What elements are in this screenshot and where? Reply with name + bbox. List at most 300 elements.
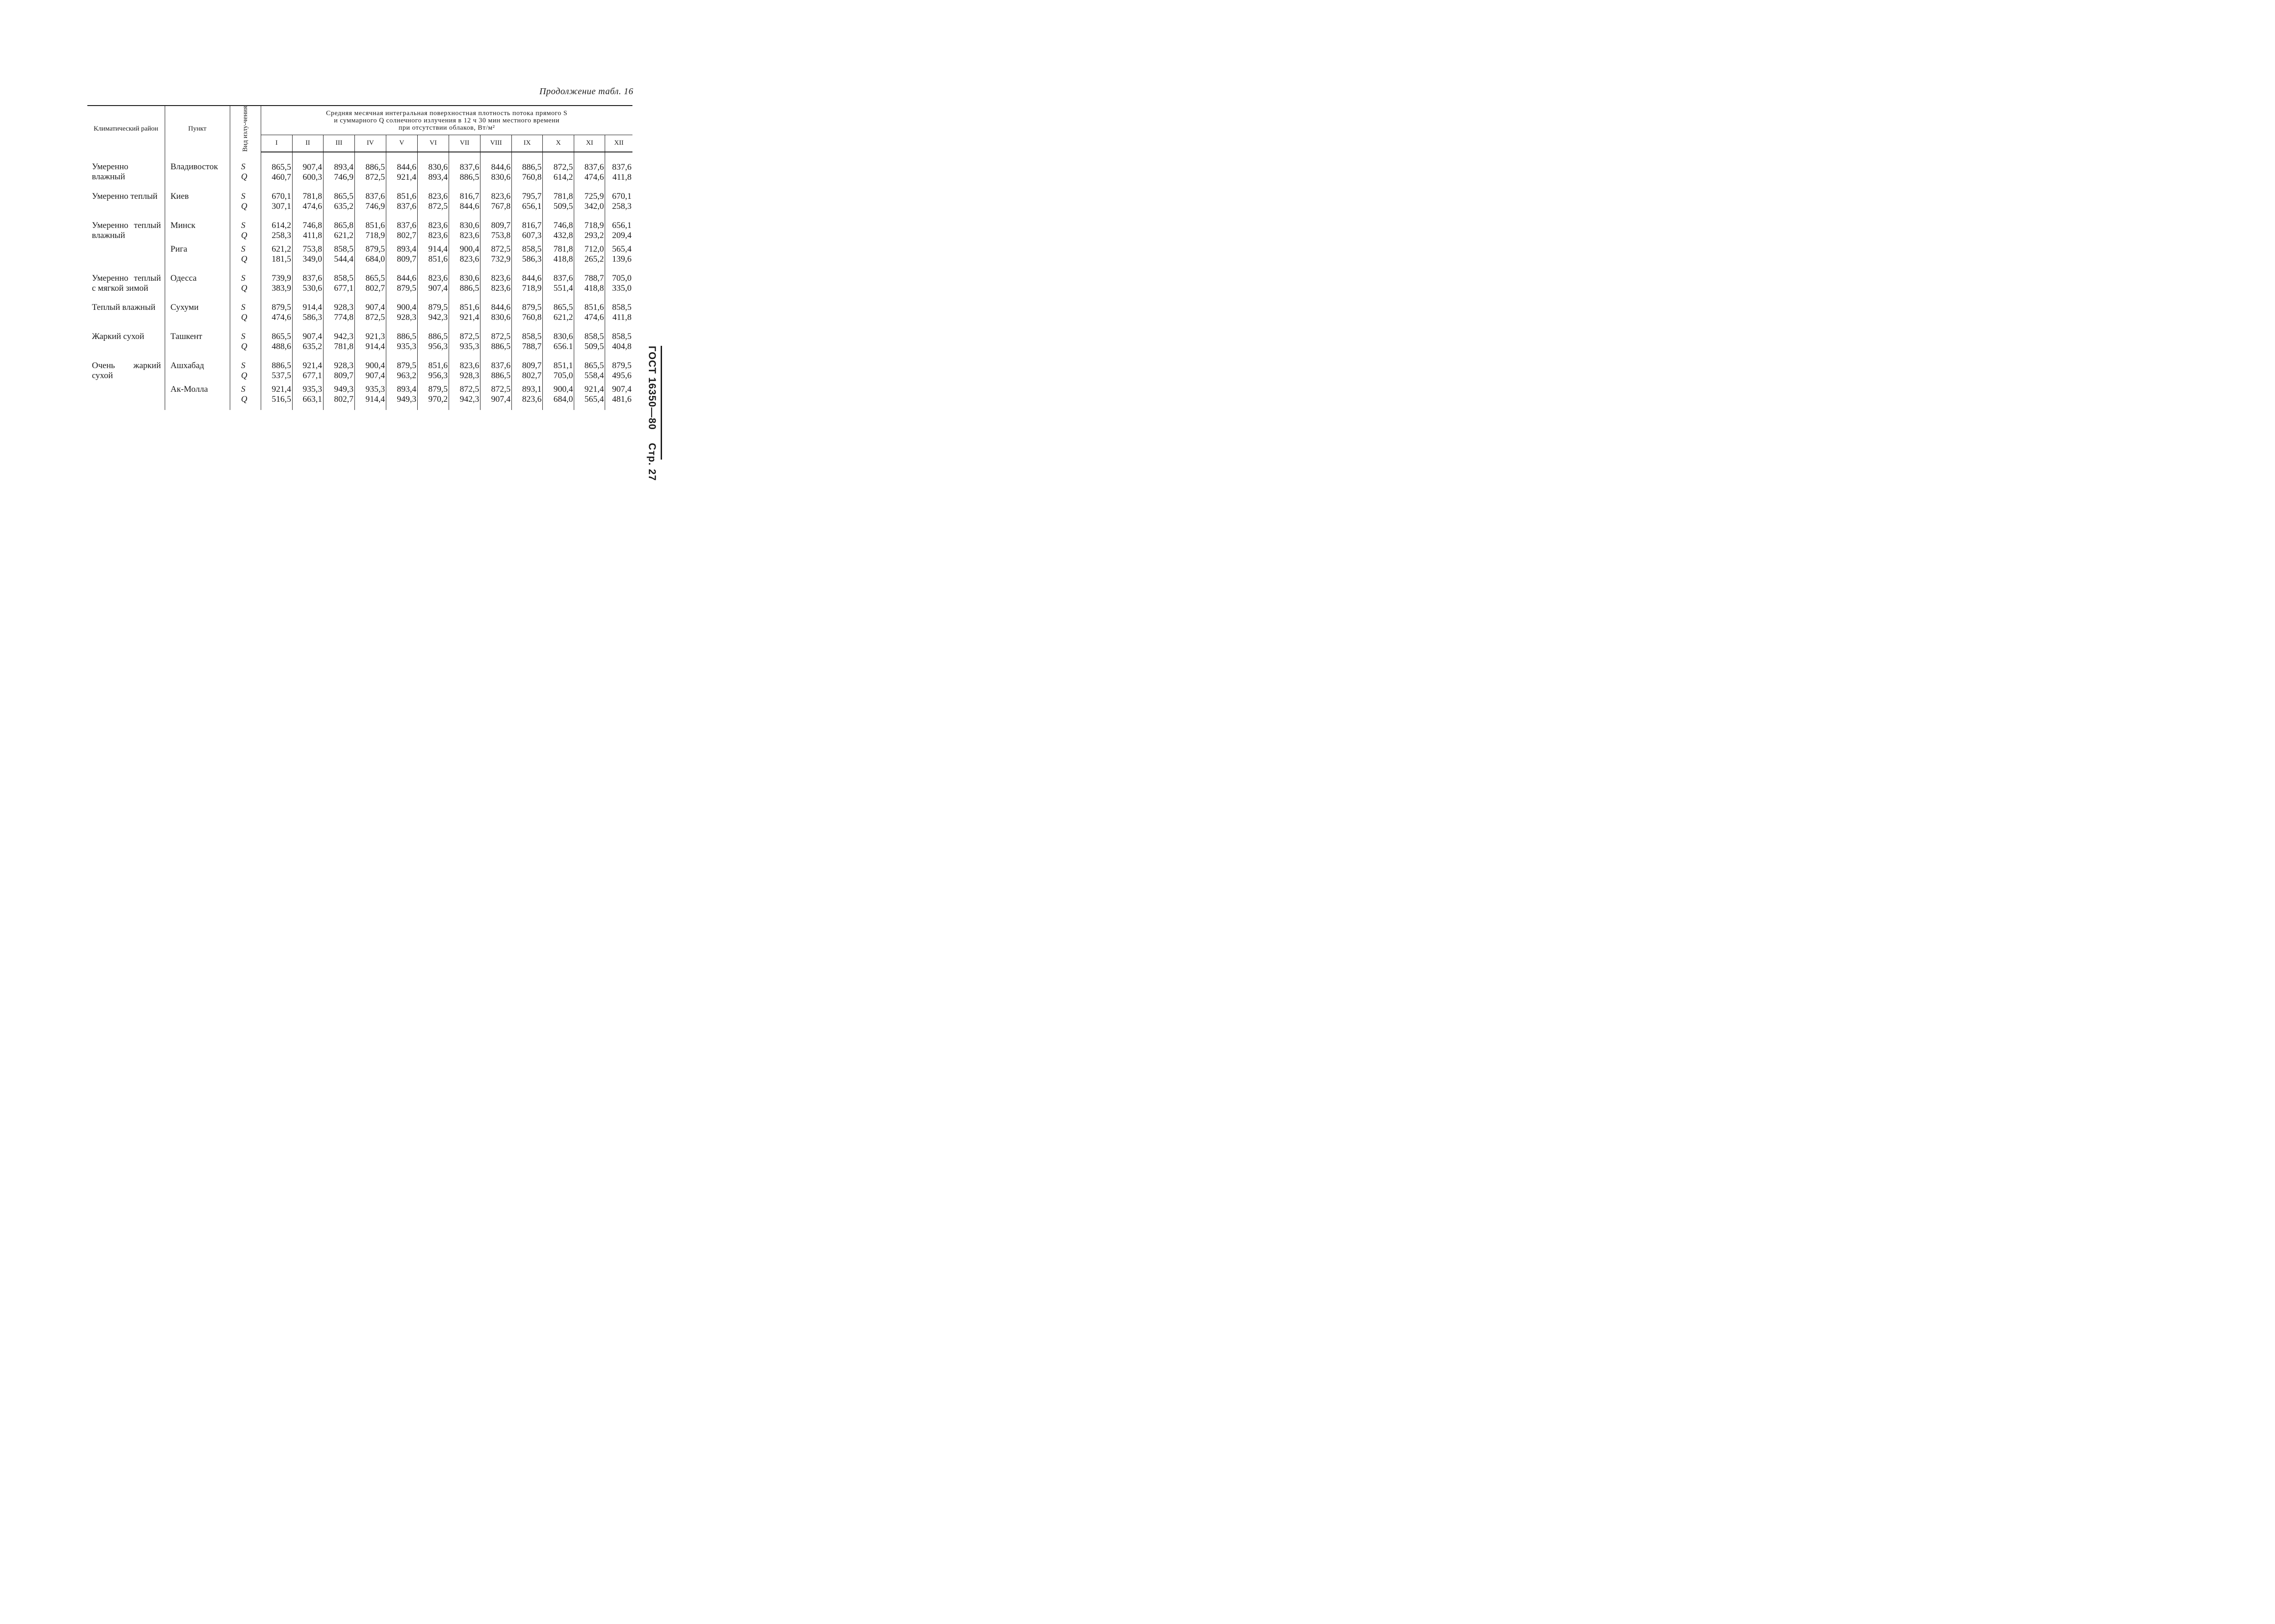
total-value: 886,5 [491, 341, 511, 351]
point-cell: Рига [165, 241, 230, 264]
direct-value: 886,5 [397, 331, 416, 341]
direct-value: 656,1 [612, 220, 632, 230]
month-header: V [386, 135, 417, 152]
direct-value: 746,8 [553, 220, 573, 230]
value-cell [386, 293, 417, 323]
direct-value: 872,5 [460, 384, 480, 394]
month-header: VII [449, 135, 480, 152]
value-cell [543, 293, 574, 323]
direct-value: 837,6 [491, 360, 511, 370]
value-cell [449, 352, 480, 381]
value-cell [449, 323, 480, 352]
direct-value: 858,5 [522, 331, 542, 341]
total-value: 718,9 [365, 230, 385, 240]
value-cell [512, 323, 543, 352]
total-value: 844,6 [460, 201, 480, 211]
direct-value: 851,6 [460, 302, 480, 312]
direct-value: 851,6 [397, 191, 416, 201]
total-value: 474,6 [584, 172, 604, 182]
value-cell [480, 182, 512, 212]
direct-value: 914,4 [428, 244, 448, 254]
total-value: 781,8 [334, 341, 354, 351]
month-header: XII [605, 135, 632, 152]
total-value: 802,7 [365, 283, 385, 293]
direct-value: 823,6 [491, 191, 511, 201]
direct-value: 893,4 [397, 384, 416, 394]
radiation-type-cell [230, 241, 261, 264]
total-value: 656.1 [553, 341, 573, 351]
value-cell [323, 264, 354, 293]
value-cell [292, 212, 323, 241]
value-cell [449, 264, 480, 293]
value-cell [512, 241, 543, 264]
value-cell [512, 182, 543, 212]
value-cell [543, 264, 574, 293]
radiation-type: Q [241, 394, 248, 404]
value-cell [323, 352, 354, 381]
total-value: 607,3 [522, 230, 542, 240]
direct-value: 886,5 [522, 162, 542, 172]
direct-value: 837,6 [584, 162, 604, 172]
point-cell: Ашхабад [165, 352, 230, 381]
value-cell [386, 264, 417, 293]
radiation-type: Q [241, 201, 248, 211]
value-cell [480, 381, 512, 410]
direct-value: 705,0 [612, 273, 632, 283]
value-cell [261, 264, 292, 293]
district-cell [87, 241, 165, 264]
total-value: 921,4 [460, 312, 480, 322]
side-rule [661, 346, 662, 460]
total-value: 802,7 [522, 370, 542, 380]
direct-value: 879,5 [428, 302, 448, 312]
total-value: 921,4 [397, 172, 416, 182]
value-cell [512, 352, 543, 381]
total-value: 914,4 [365, 341, 385, 351]
direct-value: 893,1 [522, 384, 542, 394]
direct-value: 816,7 [460, 191, 480, 201]
direct-value: 816,7 [522, 220, 542, 230]
total-value: 481,6 [612, 394, 632, 404]
table-row [87, 264, 632, 293]
value-cell [292, 152, 323, 182]
value-cell [292, 381, 323, 410]
total-value: 411,8 [303, 230, 322, 240]
value-cell [386, 323, 417, 352]
value-cell [418, 352, 449, 381]
value-cell [418, 381, 449, 410]
total-value: 418,8 [553, 254, 573, 264]
district-cell: Очень жаркий сухой [87, 352, 165, 381]
value-cell [574, 182, 605, 212]
header-span [261, 106, 632, 135]
month-header: III [323, 135, 354, 152]
value-cell [354, 323, 386, 352]
direct-value: 921,3 [365, 331, 385, 341]
radiation-type: Q [241, 283, 248, 293]
direct-value: 886,5 [272, 360, 291, 370]
total-value: 705,0 [553, 370, 573, 380]
direct-value: 921,4 [584, 384, 604, 394]
total-value: 774,8 [334, 312, 354, 322]
total-value: 760,8 [522, 312, 542, 322]
month-header: VIII [480, 135, 512, 152]
direct-value: 921,4 [303, 360, 322, 370]
total-value: 565,4 [584, 394, 604, 404]
direct-value: 879,5 [428, 384, 448, 394]
value-cell [574, 212, 605, 241]
district-cell: Умеренно влажный [87, 152, 165, 182]
header-span-line-2: и суммарного Q солнечного излучения в 12 ч 30 мин местного времени [334, 117, 560, 125]
direct-value: 823,6 [491, 273, 511, 283]
radiation-type-cell [230, 352, 261, 381]
direct-value: 907,4 [365, 302, 385, 312]
direct-value: 621,2 [272, 244, 291, 254]
total-value: 432,8 [553, 230, 573, 240]
total-value: 684,0 [553, 394, 573, 404]
total-value: 718,9 [522, 283, 542, 293]
total-value: 635,2 [303, 341, 322, 351]
value-cell [449, 381, 480, 410]
total-value: 823,6 [460, 230, 480, 240]
value-cell [480, 241, 512, 264]
value-cell [323, 323, 354, 352]
direct-value: 851,6 [428, 360, 448, 370]
radiation-type: S [241, 273, 246, 283]
value-cell [323, 241, 354, 264]
header-radiation-type-label: Вид излу-чения [241, 106, 249, 152]
total-value: 851,6 [428, 254, 448, 264]
month-header: I [261, 135, 292, 152]
direct-value: 858,5 [334, 244, 354, 254]
value-cell [323, 182, 354, 212]
direct-value: 914,4 [303, 302, 322, 312]
value-cell [418, 241, 449, 264]
value-cell [323, 152, 354, 182]
value-cell [354, 381, 386, 410]
value-cell [605, 152, 632, 182]
value-cell [323, 293, 354, 323]
total-value: 970,2 [428, 394, 448, 404]
value-cell [354, 264, 386, 293]
value-cell [449, 241, 480, 264]
table-row [87, 323, 632, 352]
radiation-type-cell [230, 293, 261, 323]
direct-value: 844,6 [491, 302, 511, 312]
value-cell [543, 381, 574, 410]
value-cell [574, 152, 605, 182]
total-value: 935,3 [397, 341, 416, 351]
total-value: 349,0 [303, 254, 322, 264]
value-cell [480, 352, 512, 381]
direct-value: 900,4 [365, 360, 385, 370]
total-value: 732,9 [491, 254, 511, 264]
total-value: 181,5 [272, 254, 291, 264]
direct-value: 935,3 [303, 384, 322, 394]
total-value: 802,7 [334, 394, 354, 404]
value-cell [512, 212, 543, 241]
total-value: 474,6 [584, 312, 604, 322]
value-cell [449, 152, 480, 182]
direct-value: 942,3 [334, 331, 354, 341]
radiation-type: S [241, 302, 246, 312]
value-cell [418, 212, 449, 241]
direct-value: 935,3 [365, 384, 385, 394]
table-row [87, 293, 632, 323]
total-value: 621,2 [334, 230, 354, 240]
value-cell [605, 182, 632, 212]
total-value: 942,3 [428, 312, 448, 322]
direct-value: 844,6 [491, 162, 511, 172]
radiation-type: S [241, 331, 246, 341]
direct-value: 928,3 [334, 302, 354, 312]
table-body [87, 152, 632, 410]
direct-value: 851,6 [365, 220, 385, 230]
value-cell [574, 381, 605, 410]
direct-value: 851,6 [584, 302, 604, 312]
direct-value: 837,6 [612, 162, 632, 172]
direct-value: 872,5 [491, 331, 511, 341]
direct-value: 753,8 [303, 244, 322, 254]
value-cell [574, 264, 605, 293]
direct-value: 718,9 [584, 220, 604, 230]
total-value: 307,1 [272, 201, 291, 211]
direct-value: 907,4 [303, 331, 322, 341]
direct-value: 865,5 [365, 273, 385, 283]
point-cell: Ак-Молла [165, 381, 230, 410]
value-cell [512, 381, 543, 410]
direct-value: 712,0 [584, 244, 604, 254]
direct-value: 858,5 [612, 331, 632, 341]
total-value: 516,5 [272, 394, 291, 404]
value-cell [574, 293, 605, 323]
total-value: 886,5 [460, 172, 480, 182]
total-value: 928,3 [460, 370, 480, 380]
total-value: 837,6 [397, 201, 416, 211]
month-header: X [543, 135, 574, 152]
value-cell [605, 323, 632, 352]
total-value: 586,3 [522, 254, 542, 264]
value-cell [605, 381, 632, 410]
total-value: 830,6 [491, 172, 511, 182]
radiation-type: Q [241, 312, 248, 322]
radiation-type: Q [241, 341, 248, 351]
direct-value: 565,4 [612, 244, 632, 254]
value-cell [543, 323, 574, 352]
direct-value: 879,5 [365, 244, 385, 254]
value-cell [605, 241, 632, 264]
direct-value: 614,2 [272, 220, 291, 230]
total-value: 760,8 [522, 172, 542, 182]
direct-value: 858,5 [522, 244, 542, 254]
radiation-type: Q [241, 370, 248, 380]
direct-value: 809,7 [522, 360, 542, 370]
value-cell [418, 323, 449, 352]
point-cell: Минск [165, 212, 230, 241]
direct-value: 670,1 [272, 191, 291, 201]
direct-value: 823,6 [428, 273, 448, 283]
radiation-type: Q [241, 172, 248, 182]
value-cell [449, 212, 480, 241]
direct-value: 949,3 [334, 384, 354, 394]
month-header: IX [512, 135, 543, 152]
total-value: 335,0 [612, 283, 632, 293]
value-cell [354, 212, 386, 241]
table-caption: Продолжение табл. 16 [539, 86, 633, 96]
direct-value: 739,9 [272, 273, 291, 283]
radiation-type-cell [230, 323, 261, 352]
point-cell: Одесса [165, 264, 230, 293]
direct-value: 725,9 [584, 191, 604, 201]
value-cell [480, 264, 512, 293]
value-cell [512, 293, 543, 323]
month-header: IV [354, 135, 386, 152]
value-cell [354, 352, 386, 381]
table-row [87, 352, 632, 381]
value-cell [449, 182, 480, 212]
header-district: Климатический район [87, 106, 165, 152]
direct-value: 830,6 [428, 162, 448, 172]
month-header: VI [418, 135, 449, 152]
direct-value: 795,7 [522, 191, 542, 201]
total-value: 418,8 [584, 283, 604, 293]
total-value: 872,5 [428, 201, 448, 211]
radiation-type: S [241, 191, 246, 201]
value-cell [605, 264, 632, 293]
value-cell [292, 293, 323, 323]
radiation-type-cell [230, 182, 261, 212]
radiation-type: Q [241, 230, 248, 240]
total-value: 677,1 [303, 370, 322, 380]
direct-value: 879,5 [522, 302, 542, 312]
direct-value: 865,5 [584, 360, 604, 370]
value-cell [418, 264, 449, 293]
total-value: 907,4 [365, 370, 385, 380]
value-cell [418, 182, 449, 212]
value-cell [261, 293, 292, 323]
value-cell [261, 182, 292, 212]
total-value: 656,1 [522, 201, 542, 211]
district-cell: Жаркий сухой [87, 323, 165, 352]
solar-radiation-table [87, 105, 632, 410]
table-row [87, 381, 632, 410]
value-cell [512, 152, 543, 182]
value-cell [543, 212, 574, 241]
value-cell [323, 381, 354, 410]
direct-value: 879,5 [272, 302, 291, 312]
value-cell [386, 182, 417, 212]
total-value: 809,7 [334, 370, 354, 380]
direct-value: 844,6 [397, 273, 416, 283]
total-value: 809,7 [397, 254, 416, 264]
header-span-line-3: при отсутствии облаков, Вт/м² [398, 124, 495, 132]
radiation-type: Q [241, 254, 248, 264]
total-value: 537,5 [272, 370, 291, 380]
direct-value: 872,5 [460, 331, 480, 341]
total-value: 823,6 [460, 254, 480, 264]
value-cell [292, 352, 323, 381]
value-cell [480, 152, 512, 182]
direct-value: 928,3 [334, 360, 354, 370]
value-cell [543, 352, 574, 381]
table-row [87, 241, 632, 264]
total-value: 872,5 [365, 312, 385, 322]
value-cell [261, 212, 292, 241]
value-cell [261, 323, 292, 352]
direct-value: 837,6 [303, 273, 322, 283]
direct-value: 746,8 [303, 220, 322, 230]
value-cell [261, 352, 292, 381]
total-value: 802,7 [397, 230, 416, 240]
side-footer [646, 346, 658, 481]
total-value: 383,9 [272, 283, 291, 293]
total-value: 823,6 [522, 394, 542, 404]
total-value: 753,8 [491, 230, 511, 240]
direct-value: 893,4 [397, 244, 416, 254]
direct-value: 872,5 [491, 244, 511, 254]
radiation-type: S [241, 244, 246, 254]
total-value: 956,3 [428, 341, 448, 351]
total-value: 586,3 [303, 312, 322, 322]
total-value: 879,5 [397, 283, 416, 293]
direct-value: 858,5 [584, 331, 604, 341]
total-value: 621,2 [553, 312, 573, 322]
total-value: 907,4 [491, 394, 511, 404]
total-value: 956,3 [428, 370, 448, 380]
header-point: Пункт [165, 106, 230, 152]
month-header: XI [574, 135, 605, 152]
direct-value: 830,6 [460, 220, 480, 230]
total-value: 893,4 [428, 172, 448, 182]
direct-value: 907,4 [303, 162, 322, 172]
direct-value: 865,8 [334, 220, 354, 230]
value-cell [386, 212, 417, 241]
district-cell: Умеренно теплый влажный [87, 212, 165, 241]
direct-value: 781,8 [303, 191, 322, 201]
value-cell [543, 182, 574, 212]
direct-value: 879,5 [397, 360, 416, 370]
total-value: 342,0 [584, 201, 604, 211]
total-value: 488,6 [272, 341, 291, 351]
value-cell [605, 212, 632, 241]
total-value: 886,5 [491, 370, 511, 380]
total-value: 823,6 [491, 283, 511, 293]
value-cell [605, 352, 632, 381]
point-cell: Ташкент [165, 323, 230, 352]
value-cell [261, 241, 292, 264]
direct-value: 837,6 [397, 220, 416, 230]
total-value: 139,6 [612, 254, 632, 264]
direct-value: 872,5 [491, 384, 511, 394]
value-cell [354, 241, 386, 264]
total-value: 746,9 [334, 172, 354, 182]
district-cell: Умеренно теплый с мягкой зимой [87, 264, 165, 293]
total-value: 677,1 [334, 283, 354, 293]
radiation-type: S [241, 162, 246, 172]
total-value: 258,3 [272, 230, 291, 240]
total-value: 411,8 [612, 172, 632, 182]
direct-value: 844,6 [397, 162, 416, 172]
value-cell [543, 152, 574, 182]
total-value: 663,1 [303, 394, 322, 404]
value-cell [323, 212, 354, 241]
month-header: II [292, 135, 323, 152]
value-cell [418, 293, 449, 323]
value-cell [574, 323, 605, 352]
radiation-type-cell [230, 381, 261, 410]
radiation-type-cell [230, 264, 261, 293]
direct-value: 865,5 [553, 302, 573, 312]
